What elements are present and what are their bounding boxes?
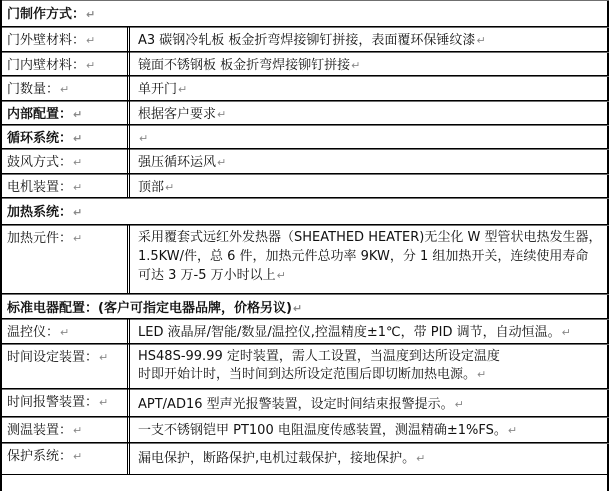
value-cell <box>133 389 609 416</box>
label-cell <box>2 225 130 293</box>
field-label: 温控仪： <box>7 325 60 340</box>
return-mark: ↵ <box>217 108 227 121</box>
table-row <box>2 52 609 76</box>
section-title: 门制作方式： <box>7 7 86 22</box>
return-mark: ↵ <box>86 8 96 21</box>
table-row <box>2 149 609 174</box>
value-cell <box>133 319 609 343</box>
field-value: 单开门 <box>138 82 178 97</box>
field-value-line: 时即开始计时，当时间到达所设定范围后即切断加热电源。↵ <box>138 367 487 382</box>
return-mark: ↵ <box>276 269 286 282</box>
field-label: 循环系统： <box>7 131 73 146</box>
value-cell <box>133 101 609 124</box>
return-mark: ↵ <box>476 34 486 47</box>
return-mark: ↵ <box>165 181 175 194</box>
value-cell <box>133 225 609 293</box>
field-label: 门外壁材料： <box>7 33 86 48</box>
label-cell <box>2 101 130 124</box>
return-mark: ↵ <box>507 424 518 437</box>
table-row <box>2 443 609 475</box>
label-cell <box>2 76 130 100</box>
field-value: 根据客户要求 <box>138 107 217 122</box>
field-label: 鼓风方式： <box>7 155 73 170</box>
return-mark: ↵ <box>86 34 96 47</box>
field-value-line: 1.5KW/件，总 6 件，加热元件总功率 9KW，分 1 组加热开关，连续使用寿命 <box>138 249 589 264</box>
field-label: 门数量： <box>7 82 60 97</box>
label-cell <box>2 344 130 388</box>
table-row <box>2 417 609 443</box>
field-label: 时间设定装置： <box>7 350 99 365</box>
value-cell <box>133 76 609 100</box>
return-mark: ↵ <box>73 181 83 194</box>
field-value: A3 碳钢冷轧板 板金折弯焊接铆钉拼接，表面覆环保锤纹漆 <box>138 33 476 48</box>
label-cell <box>2 319 130 343</box>
return-mark: ↵ <box>561 326 571 339</box>
field-value: LED 液晶屏/智能/数显/温控仪,控温精度±1℃，带 PID 调节，自动恒温。 <box>138 325 561 340</box>
return-mark: ↵ <box>416 452 426 465</box>
field-value: 顶部 <box>138 180 165 195</box>
field-label: 测温装置： <box>7 423 73 438</box>
table-row <box>2 389 609 417</box>
return-mark: ↵ <box>86 59 96 72</box>
field-value: 漏电保护，断路保护,电机过载保护，接地保护。 <box>138 451 416 466</box>
value-cell <box>133 149 609 173</box>
table-row <box>2 174 609 198</box>
return-mark: ↵ <box>99 351 109 364</box>
table-row <box>2 101 609 125</box>
return-mark: ↵ <box>73 156 83 169</box>
field-value: 镜面不锈钢板 板金折弯焊接铆钉拼接 <box>138 58 351 73</box>
section-cell <box>2 198 609 224</box>
return-mark: ↵ <box>73 424 83 437</box>
label-cell <box>2 443 130 474</box>
field-value-line: HS48S-99.99 定时装置，需人工设置，当温度到达所设定温度 <box>138 349 500 364</box>
return-mark: ↵ <box>477 368 487 381</box>
label-cell <box>2 52 130 75</box>
return-mark: ↵ <box>73 450 83 463</box>
section-row <box>2 198 609 225</box>
return-mark: ↵ <box>139 132 149 145</box>
value-cell <box>133 443 609 474</box>
value-cell <box>133 344 609 388</box>
section-row <box>2 0 609 27</box>
return-mark: ↵ <box>454 398 464 411</box>
return-mark: ↵ <box>73 206 83 219</box>
field-label: 电机装置： <box>7 180 73 195</box>
field-value-line: 采用覆套式远红外发热器（SHEATHED HEATER)无尘化 W 型管状电热发生器， <box>138 230 602 245</box>
return-mark: ↵ <box>217 156 227 169</box>
label-cell <box>2 389 130 416</box>
label-cell <box>2 174 130 197</box>
table-row <box>2 319 609 344</box>
table-row <box>2 125 609 149</box>
section-title: 标准电器配置：(客户可指定电器品牌，价格另议) <box>7 301 292 316</box>
field-label: 保护系统： <box>7 449 73 464</box>
table-row <box>2 76 609 101</box>
return-mark: ↵ <box>99 396 109 409</box>
value-cell <box>133 27 609 51</box>
value-cell <box>133 417 609 442</box>
table-row <box>2 344 609 389</box>
value-cell <box>133 174 609 197</box>
section-title: 加热系统： <box>7 205 73 220</box>
section-cell <box>2 0 609 26</box>
return-mark: ↵ <box>73 132 83 145</box>
table-row <box>2 27 609 52</box>
return-mark: ↵ <box>178 83 188 96</box>
field-label: 门内壁材料： <box>7 58 86 73</box>
return-mark: ↵ <box>60 326 70 339</box>
return-mark: ↵ <box>73 108 83 121</box>
label-cell <box>2 149 130 173</box>
return-mark: ↵ <box>292 302 303 315</box>
section-row <box>2 294 609 319</box>
label-cell <box>2 125 130 148</box>
field-value: 强压循环运风 <box>138 155 217 170</box>
field-value-line: 可达 3 万-5 万小时以上↵ <box>138 268 286 283</box>
value-cell <box>133 52 609 75</box>
field-value: 一支不锈钢铠甲 PT100 电阻温度传感装置，测温精确±1%FS。 <box>138 423 507 438</box>
label-cell <box>2 27 130 51</box>
label-cell <box>2 417 130 442</box>
return-mark: ↵ <box>73 232 83 245</box>
section-cell <box>2 294 609 318</box>
return-mark: ↵ <box>60 83 70 96</box>
value-cell <box>133 125 609 148</box>
table-row <box>2 225 609 294</box>
field-label: 内部配置： <box>7 107 73 122</box>
field-value: APT/AD16 型声光报警装置，设定时间结束报警提示。 <box>138 397 454 412</box>
field-label: 时间报警装置： <box>7 395 99 410</box>
return-mark: ↵ <box>351 59 361 72</box>
field-label: 加热元件： <box>7 231 73 246</box>
